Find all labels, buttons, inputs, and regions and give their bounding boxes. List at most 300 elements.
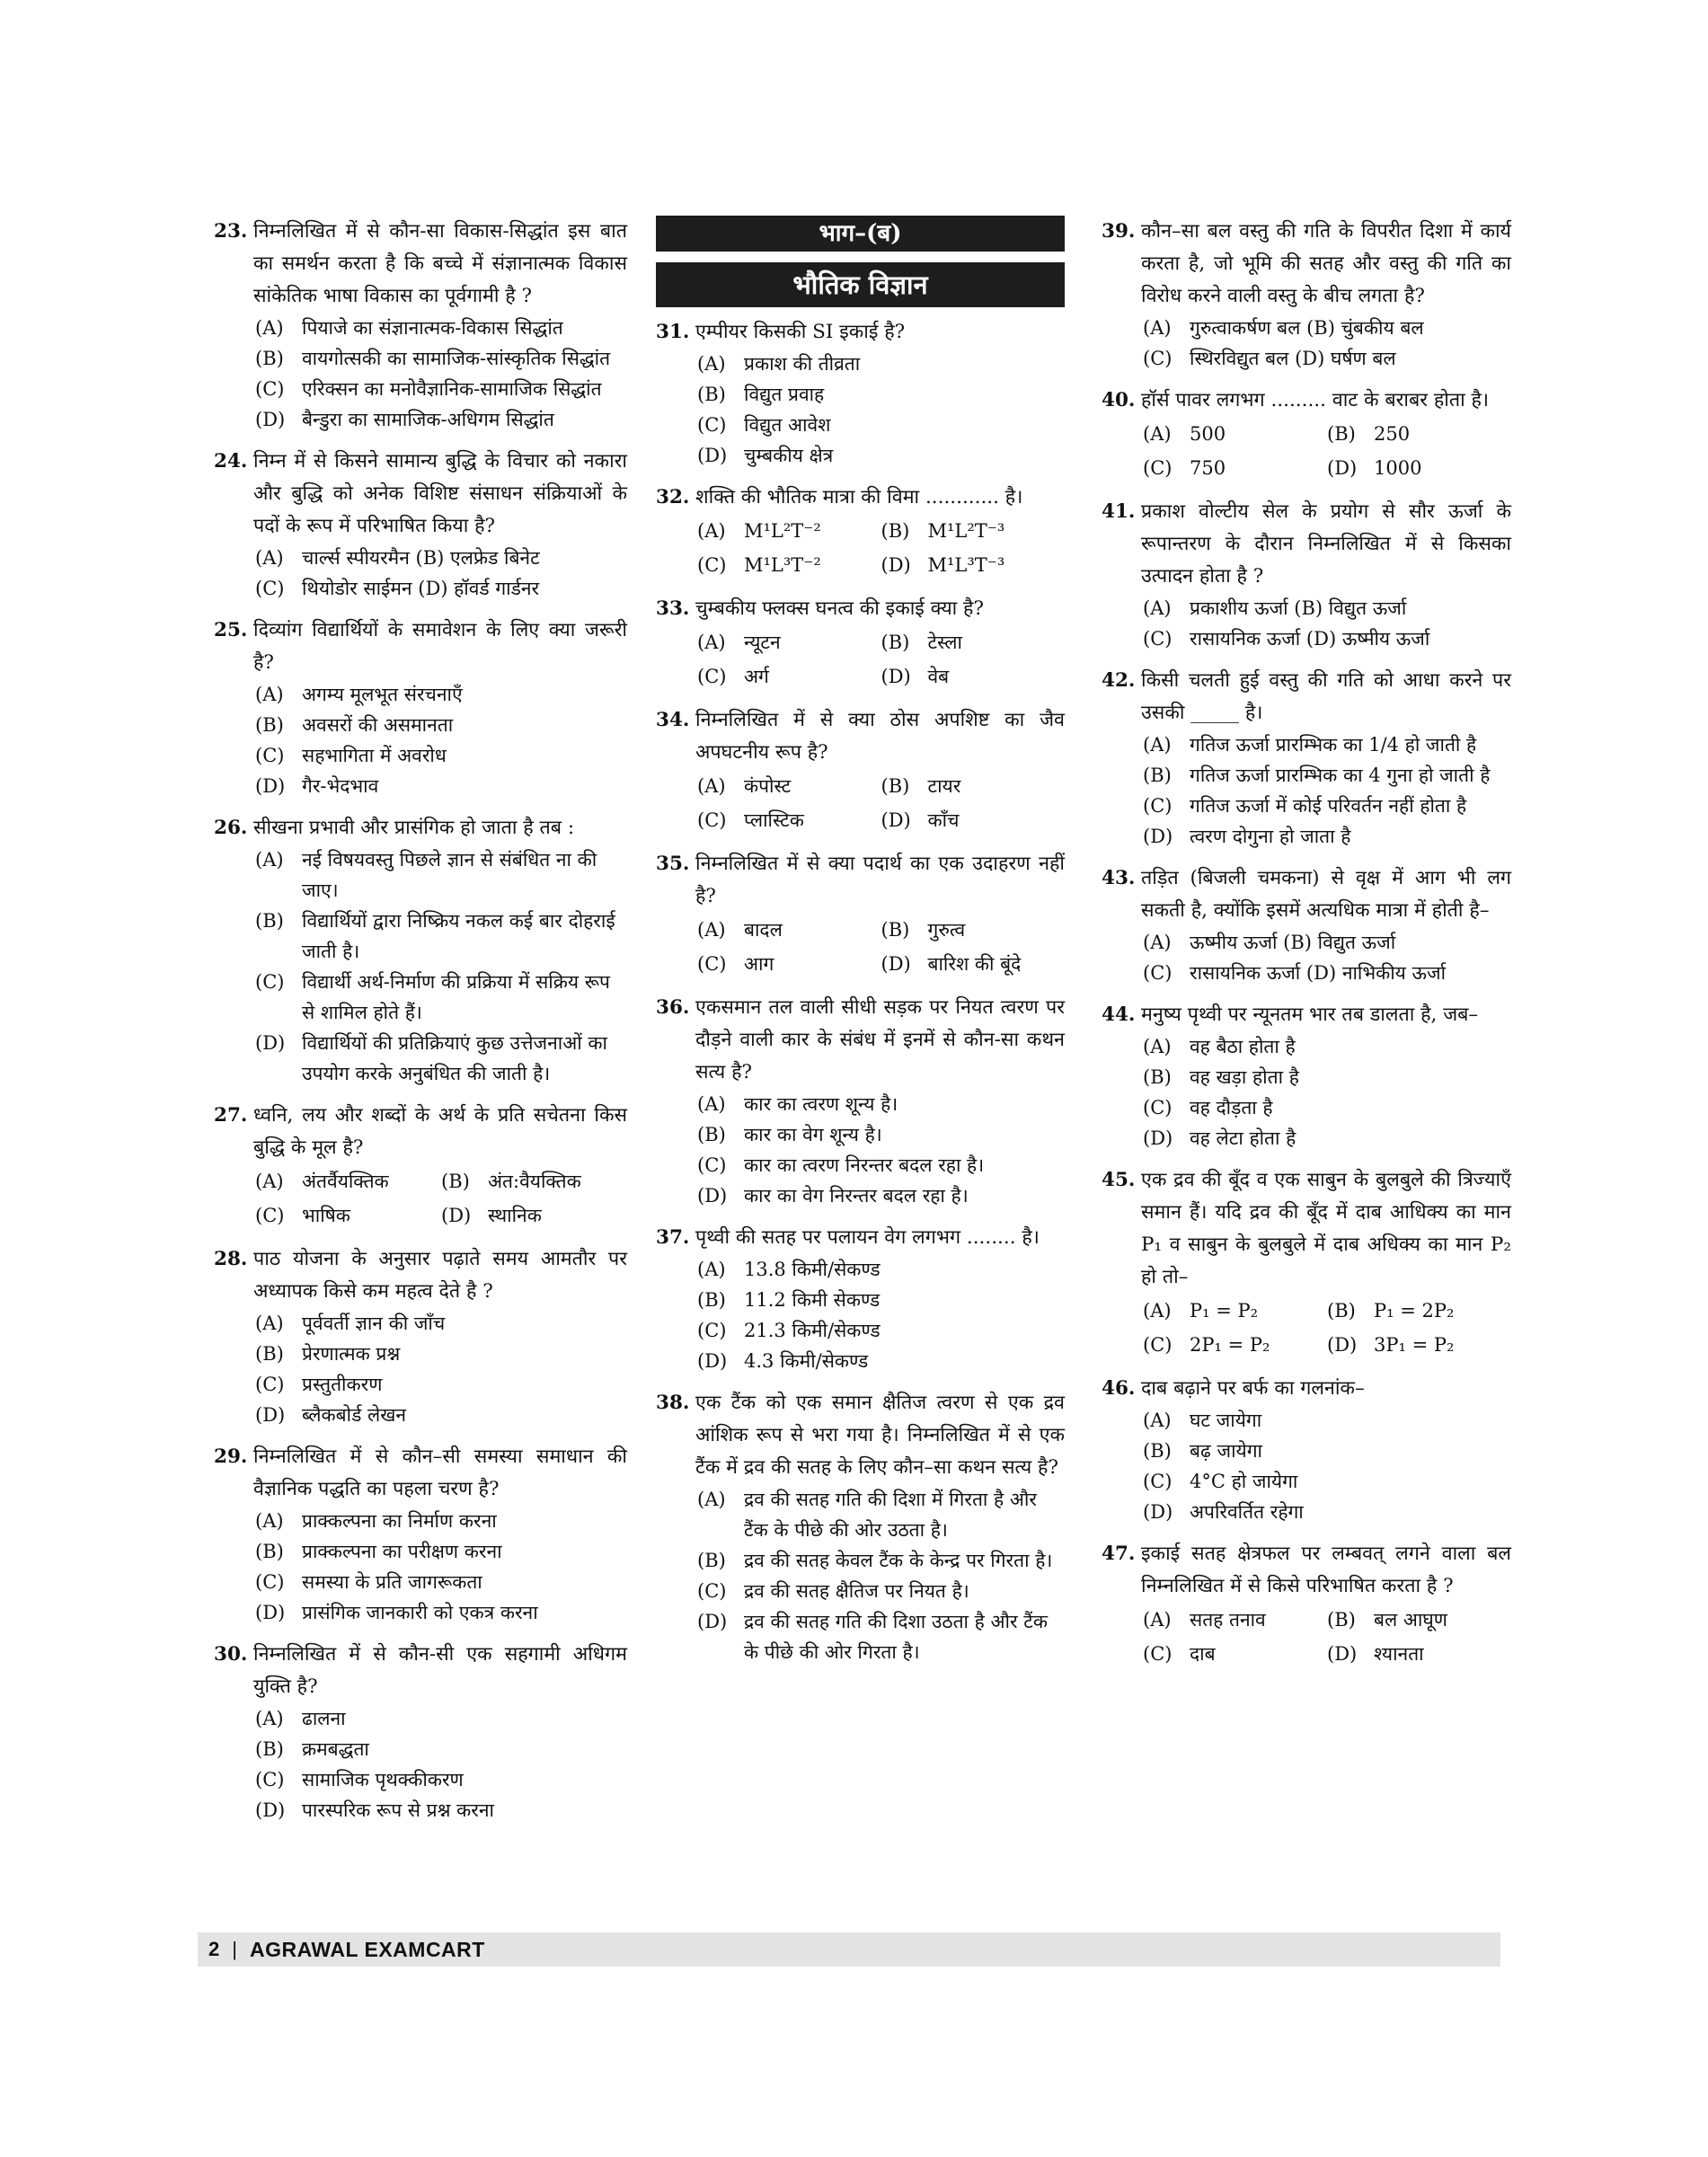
option-text: M¹L²T⁻³	[927, 520, 1005, 542]
option-text: स्थानिक	[488, 1205, 542, 1226]
question-text: दाब बढ़ाने पर बर्फ का गलनांक–	[1141, 1377, 1365, 1400]
question-stem	[1102, 862, 1511, 927]
question-item	[214, 812, 627, 1089]
answer-option	[1143, 821, 1511, 852]
column-2	[656, 216, 1065, 1678]
question-item	[214, 1100, 627, 1233]
answer-option	[255, 967, 627, 1028]
option-label: (B)	[1327, 1300, 1356, 1322]
option-label: (C)	[697, 666, 727, 687]
option-text: वेब	[927, 666, 950, 687]
question-item	[656, 704, 1065, 837]
question-item	[656, 1387, 1065, 1667]
option-text: चुम्बकीय क्षेत्र	[744, 445, 834, 466]
question-number: 24.	[214, 450, 248, 473]
answer-option	[255, 1734, 627, 1764]
question-text: निम्नलिखित में से कौन-सा विकास-सिद्धांत इस बात का समर्थन करता है कि बच्चे में संज्ञानात्मक विकास सांकेतिक भाषा विकास का पूर्वगामी है ?	[253, 220, 627, 307]
option-text: अंत:वैयक्तिक	[488, 1171, 581, 1192]
option-text: गैर-भेदभाव	[302, 775, 379, 797]
option-label: (B)	[881, 520, 910, 542]
option-label: (C)	[697, 414, 727, 436]
option-text: पारस्परिक रूप से प्रश्न करना	[302, 1799, 494, 1821]
option-label: (B)	[881, 775, 910, 797]
option-text: प्लास्टिक	[744, 809, 804, 831]
option-label: (D)	[255, 1032, 286, 1054]
option-label: (B)	[1327, 423, 1356, 445]
answer-option	[697, 803, 881, 837]
options-grid	[1143, 1603, 1511, 1671]
answer-option	[881, 659, 1066, 694]
option-text: टेस्ला	[927, 632, 962, 653]
option-text: प्राक्कल्पना का निर्माण करना	[302, 1510, 497, 1532]
option-label: (A)	[1143, 317, 1172, 339]
option-label: (D)	[697, 445, 728, 466]
option-label: (A)	[255, 1510, 284, 1532]
question-text: ध्वनि, लय और शब्दों के अर्थ के प्रति सचेतना किस बुद्धि के मूल है?	[253, 1104, 627, 1159]
question-number: 37.	[656, 1226, 690, 1249]
answer-option	[255, 844, 627, 906]
answer-option	[1143, 1123, 1511, 1154]
answer-option	[255, 1164, 441, 1198]
question-number: 41.	[1102, 500, 1136, 523]
question-item	[214, 216, 627, 435]
option-label: (B)	[697, 1289, 726, 1311]
option-label: (A)	[255, 1708, 284, 1729]
option-label: (B)	[1327, 1609, 1356, 1631]
option-label: (A)	[697, 1489, 726, 1510]
options-grid	[697, 769, 1065, 837]
option-label: (A)	[697, 632, 726, 653]
question-item	[214, 614, 627, 801]
question-number: 45.	[1102, 1169, 1136, 1191]
option-text: पियाजे का संज्ञानात्मक-विकास सिद्धांत	[302, 317, 563, 339]
question-number: 34.	[656, 709, 690, 731]
answer-option	[255, 1795, 627, 1825]
answer-option	[255, 1308, 627, 1339]
option-text: घट जायेगा	[1190, 1410, 1262, 1431]
answer-option	[441, 1198, 627, 1233]
option-text: श्यानता	[1374, 1643, 1424, 1665]
question-stem	[1102, 665, 1511, 729]
option-text: गतिज ऊर्जा प्रारम्भिक का 1/4 हो जाती है	[1190, 734, 1477, 756]
answer-option	[697, 659, 881, 694]
answer-option	[881, 769, 1066, 803]
option-text: चार्ल्स स्पीयरमैन (B) एलफ्रेड बिनेट	[302, 547, 540, 569]
question-item	[1102, 1164, 1511, 1362]
option-text: गुरुत्व	[927, 919, 966, 941]
answer-option	[1143, 417, 1327, 451]
option-text: स्थिरविद्युत बल (D) घर्षण बल	[1190, 348, 1396, 369]
question-stem	[656, 992, 1065, 1089]
option-text: वह दौड़ता है	[1190, 1097, 1273, 1118]
question-text: प्रकाश वोल्टीय सेल के प्रयोग से सौर ऊर्जा के रूपान्तरण के दौरान निम्नलिखित में से किसका उत्पादन होता है ?	[1141, 500, 1511, 588]
answer-option	[697, 769, 881, 803]
question-item	[656, 848, 1065, 981]
question-number: 30.	[214, 1643, 248, 1666]
answer-option	[1143, 1603, 1327, 1637]
answer-option	[697, 440, 1065, 471]
answer-option	[697, 1254, 1065, 1285]
answer-option	[255, 1703, 627, 1734]
option-text: बादल	[744, 919, 783, 941]
option-label: (A)	[1143, 932, 1172, 953]
question-text: निम्नलिखित में से क्या ठोस अपशिष्ट का जैव अपघटनीय रूप है?	[695, 709, 1065, 764]
question-number: 28.	[214, 1248, 248, 1270]
option-text: 21.3 किमी/सेकण्ड	[744, 1320, 881, 1341]
answer-option	[255, 343, 627, 374]
answer-option	[697, 1545, 1065, 1576]
option-text: नई विषयवस्तु पिछले ज्ञान से संबंधित ना की जाए।	[302, 849, 597, 901]
question-number: 44.	[1102, 1003, 1136, 1026]
answer-option	[1143, 1405, 1511, 1436]
question-text: एक टैंक को एक समान क्षैतिज त्वरण से एक द्रव आंशिक रूप से भरा गया है। निम्नलिखित में से एक टैंक में द्रव की सतह के लिए कौन–सा कथन सत्य है?	[695, 1392, 1065, 1479]
option-label: (A)	[697, 353, 726, 375]
option-label: (C)	[697, 554, 727, 576]
option-text: 500	[1190, 423, 1226, 445]
option-label: (A)	[1143, 734, 1172, 756]
option-label: (A)	[697, 775, 726, 797]
option-label: (D)	[1143, 826, 1173, 847]
option-label: (B)	[255, 1738, 284, 1760]
option-label: (C)	[1143, 348, 1173, 369]
option-label: (D)	[255, 1602, 286, 1623]
option-label: (A)	[1143, 1410, 1172, 1431]
option-text: 1000	[1374, 457, 1422, 479]
answer-option	[1143, 451, 1327, 485]
option-label: (C)	[255, 971, 285, 993]
question-text: निम्नलिखित में से कौन-सी एक सहगामी अधिगम युक्ति है?	[253, 1643, 627, 1698]
publisher-brand: AGRAWAL EXAMCART	[249, 1937, 485, 1961]
question-item	[656, 1222, 1065, 1376]
answer-option	[697, 947, 881, 981]
answer-option	[255, 1198, 441, 1233]
answer-option	[697, 1119, 1065, 1150]
option-text: प्रकाशीय ऊर्जा (B) विद्युत ऊर्जा	[1190, 597, 1407, 619]
answer-option	[697, 1089, 1065, 1119]
option-label: (C)	[1143, 628, 1173, 650]
option-text: सहभागिता में अवरोध	[302, 745, 447, 766]
question-number: 23.	[214, 220, 248, 243]
option-text: बारिश की बूंदे	[927, 953, 1022, 975]
option-text: 11.2 किमी सेकण्ड	[744, 1289, 881, 1311]
question-stem	[214, 1100, 627, 1164]
question-item	[214, 1243, 627, 1430]
question-number: 40.	[1102, 389, 1136, 411]
option-label: (D)	[1143, 1127, 1173, 1149]
question-text: तड़ित (बिजली चमकना) से वृक्ष में आग भी लग सकती है, क्योंकि इसमें अत्यधिक मात्रा में होती है–	[1141, 867, 1511, 922]
answer-option	[1143, 1062, 1511, 1092]
question-item	[656, 593, 1065, 694]
question-number: 38.	[656, 1392, 690, 1414]
option-text: द्रव की सतह गति की दिशा उठता है और टैंक के पीछे की ओर गिरता है।	[744, 1611, 1048, 1663]
question-stem	[214, 446, 627, 543]
question-stem	[1102, 1164, 1511, 1294]
answer-option	[1327, 1637, 1511, 1671]
option-label: (A)	[255, 547, 284, 569]
option-label: (D)	[255, 1799, 286, 1821]
option-text: विद्यार्थियों की प्रतिक्रियाएं कुछ उत्तेजनाओं का उपयोग करके अनुबंधित की जाती है।	[302, 1032, 607, 1084]
answer-option	[255, 313, 627, 343]
answer-option	[881, 913, 1066, 947]
option-label: (C)	[255, 1205, 285, 1226]
option-text: थियोडोर साईमन (D) हॉवर्ड गार्डनर	[302, 578, 540, 599]
option-text: द्रव की सतह केवल टैंक के केन्द्र पर गिरता है।	[744, 1550, 1053, 1571]
option-text: अंतर्वैयक्तिक	[302, 1171, 389, 1192]
option-text: पूर्ववर्ती ज्ञान की जाँच	[302, 1313, 446, 1334]
option-label: (A)	[697, 520, 726, 542]
question-number: 42.	[1102, 669, 1136, 692]
answer-option	[697, 1346, 1065, 1376]
question-item	[1102, 999, 1511, 1154]
option-label: (A)	[255, 684, 284, 705]
answer-option	[1327, 1328, 1511, 1362]
answer-option	[697, 514, 881, 548]
option-label: (D)	[1327, 457, 1358, 479]
option-label: (C)	[1143, 795, 1173, 817]
option-text: अर्ग	[744, 666, 769, 687]
option-text: गुरुत्वाकर्षण बल (B) चुंबकीय बल	[1190, 317, 1424, 339]
answer-option	[1143, 729, 1511, 760]
answer-option	[1143, 1092, 1511, 1123]
option-label: (C)	[1143, 962, 1173, 984]
page-footer	[198, 1932, 1500, 1967]
answer-option	[255, 1536, 627, 1567]
option-label: (B)	[441, 1171, 470, 1192]
option-text: अपरिवर्तित रहेगा	[1190, 1501, 1304, 1523]
option-text: विद्युत प्रवाह	[744, 384, 825, 405]
answer-option	[881, 947, 1066, 981]
answer-option	[255, 1369, 627, 1400]
option-label: (C)	[255, 745, 285, 766]
answer-option	[1143, 1328, 1327, 1362]
option-label: (B)	[697, 384, 726, 405]
question-stem	[1102, 385, 1511, 417]
option-text: 13.8 किमी/सेकण्ड	[744, 1259, 881, 1280]
option-label: (B)	[255, 910, 284, 932]
option-label: (B)	[255, 1343, 284, 1365]
answer-option	[1143, 1031, 1511, 1062]
option-text: ब्लैकबोर्ड लेखन	[302, 1404, 407, 1426]
question-stem	[214, 614, 627, 679]
question-item	[1102, 862, 1511, 988]
option-label: (D)	[697, 1350, 728, 1372]
question-text: दिव्यांग विद्यार्थियों के समावेशन के लिए क्या जरूरी है?	[253, 619, 627, 674]
answer-option	[255, 1567, 627, 1597]
question-number: 32.	[656, 486, 690, 508]
option-label: (C)	[697, 953, 727, 975]
options-grid	[255, 1164, 627, 1233]
question-number: 31.	[656, 321, 690, 343]
answer-option	[697, 1606, 1065, 1667]
option-text: प्रस्तुतीकरण	[302, 1374, 383, 1395]
option-text: बैन्डुरा का सामाजिक-अधिगम सिद्धांत	[302, 409, 554, 430]
option-label: (C)	[1143, 457, 1173, 479]
question-item	[1102, 665, 1511, 852]
question-item	[656, 482, 1065, 582]
question-text: मनुष्य पृथ्वी पर न्यूनतम भार तब डालता है, जब–	[1141, 1003, 1479, 1026]
option-text: P₁ = 2P₂	[1374, 1300, 1455, 1322]
option-label: (A)	[697, 919, 726, 941]
answer-option	[255, 710, 627, 740]
answer-option	[881, 548, 1066, 582]
option-label: (B)	[1143, 765, 1172, 786]
answer-option	[1143, 343, 1511, 374]
answer-option	[697, 548, 881, 582]
answer-option	[255, 740, 627, 771]
option-text: 3P₁ = P₂	[1374, 1334, 1455, 1356]
option-label: (B)	[255, 348, 284, 369]
answer-option	[697, 625, 881, 659]
option-label: (D)	[1143, 1501, 1173, 1523]
question-text: किसी चलती हुई वस्तु की गति को आधा करने पर उसकी _____ है।	[1141, 669, 1511, 724]
column-1	[214, 216, 627, 1836]
question-stem	[1102, 1538, 1511, 1603]
option-text: 250	[1374, 423, 1411, 445]
option-text: विद्युत आवेश	[744, 414, 831, 436]
option-text: P₁ = P₂	[1190, 1300, 1259, 1322]
option-text: प्रासंगिक जानकारी को एकत्र करना	[302, 1602, 538, 1623]
answer-option	[697, 349, 1065, 379]
option-text: क्रमबद्धता	[302, 1738, 369, 1760]
option-label: (D)	[881, 554, 911, 576]
option-text: प्रेरणात्मक प्रश्न	[302, 1343, 401, 1365]
options-grid	[697, 514, 1065, 582]
answer-option	[255, 1339, 627, 1369]
options-grid	[1143, 417, 1511, 485]
option-label: (A)	[1143, 1300, 1172, 1322]
answer-option	[255, 906, 627, 967]
question-stem	[656, 848, 1065, 913]
question-number: 27.	[214, 1104, 248, 1127]
answer-option	[255, 573, 627, 604]
option-text: न्यूटन	[744, 632, 781, 653]
option-label: (C)	[697, 1154, 727, 1176]
option-text: कार का त्वरण शून्य है।	[744, 1093, 898, 1115]
option-text: कार का वेग निरन्तर बदल रहा है।	[744, 1185, 969, 1207]
question-stem	[656, 704, 1065, 769]
question-stem	[1102, 999, 1511, 1031]
option-text: दाब	[1190, 1643, 1216, 1665]
option-label: (B)	[881, 632, 910, 653]
option-label: (D)	[1327, 1643, 1358, 1665]
option-text: सामाजिक पृथक्कीकरण	[302, 1769, 464, 1790]
question-number: 25.	[214, 619, 248, 641]
options-grid	[697, 913, 1065, 981]
option-text: अगम्य मूलभूत संरचनाएँ	[302, 684, 463, 705]
answer-option	[881, 625, 1066, 659]
option-text: एरिक्सन का मनोवैज्ञानिक-सामाजिक सिद्धांत	[302, 378, 602, 400]
option-text: काँच	[927, 809, 960, 831]
answer-option	[697, 913, 881, 947]
option-text: 750	[1190, 457, 1226, 479]
answer-option	[1143, 593, 1511, 623]
option-label: (A)	[255, 849, 284, 871]
option-label: (D)	[697, 1611, 728, 1632]
option-label: (A)	[697, 1093, 726, 1115]
question-stem	[214, 216, 627, 313]
option-label: (A)	[255, 317, 284, 339]
options-grid	[1143, 1294, 1511, 1362]
answer-option	[697, 410, 1065, 440]
answer-option	[1143, 791, 1511, 821]
question-item	[1102, 496, 1511, 654]
option-label: (A)	[1143, 1036, 1172, 1057]
question-text: हॉर्स पावर लगभग ......... वाट के बराबर होता है।	[1141, 389, 1490, 411]
question-stem	[1102, 1373, 1511, 1405]
option-text: भाषिक	[302, 1205, 350, 1226]
option-text: 4°C हो जायेगा	[1190, 1471, 1298, 1492]
option-label: (D)	[697, 1185, 728, 1207]
option-text: ऊष्मीय ऊर्जा (B) विद्युत ऊर्जा	[1190, 932, 1396, 953]
question-text: पाठ योजना के अनुसार पढ़ाते समय आमतौर पर अध्यापक किसे कम महत्व देते है ?	[253, 1248, 627, 1303]
question-item	[656, 316, 1065, 471]
option-label: (A)	[1143, 423, 1172, 445]
answer-option	[1143, 1436, 1511, 1466]
answer-option	[697, 1150, 1065, 1180]
question-item	[1102, 385, 1511, 485]
question-item	[214, 446, 627, 604]
answer-option	[255, 1764, 627, 1795]
question-stem	[656, 1387, 1065, 1484]
option-text: वह लेटा होता है	[1190, 1127, 1296, 1149]
answer-option	[255, 1597, 627, 1628]
question-item	[214, 1441, 627, 1628]
answer-option	[255, 404, 627, 435]
question-item	[656, 992, 1065, 1211]
option-label: (C)	[1143, 1334, 1173, 1356]
question-stem	[214, 1639, 627, 1703]
question-number: 35.	[656, 853, 690, 875]
option-text: सतह तनाव	[1190, 1609, 1266, 1631]
answer-option	[697, 1315, 1065, 1346]
question-stem	[214, 812, 627, 844]
option-label: (B)	[697, 1550, 726, 1571]
question-text: कौन–सा बल वस्तु की गति के विपरीत दिशा में कार्य करता है, जो भूमि की सतह और वस्तु की गति का विरोध करने वाली वस्तु के बीच लगता है?	[1141, 220, 1511, 307]
option-text: M¹L³T⁻³	[927, 554, 1005, 576]
option-text: द्रव की सतह गति की दिशा में गिरता है और टैंक के पीछे की ओर उठता है।	[744, 1489, 1037, 1541]
option-label: (D)	[881, 666, 911, 687]
answer-option	[697, 379, 1065, 410]
option-text: टायर	[927, 775, 961, 797]
option-label: (C)	[697, 809, 727, 831]
option-text: वायगोत्सकी का सामाजिक-सांस्कृतिक सिद्धांत	[302, 348, 611, 369]
answer-option	[255, 1028, 627, 1089]
question-stem	[1102, 216, 1511, 313]
option-label: (C)	[255, 1769, 285, 1790]
question-text: इकाई सतह क्षेत्रफल पर लम्बवत् लगने वाला बल निम्नलिखित में से किसे परिभाषित करता है ?	[1141, 1543, 1511, 1597]
option-label: (A)	[1143, 597, 1172, 619]
question-stem	[214, 1243, 627, 1308]
option-text: त्वरण दोगुना हो जाता है	[1190, 826, 1351, 847]
question-text: एकसमान तल वाली सीधी सड़क पर नियत त्वरण पर दौड़ने वाली कार के संबंध में इनमें से कौन-सा कथन सत्य है?	[695, 996, 1065, 1083]
question-number: 46.	[1102, 1377, 1136, 1400]
answer-option	[1327, 451, 1511, 485]
footer-separator: |	[232, 1938, 237, 1960]
option-label: (C)	[255, 1571, 285, 1593]
option-label: (C)	[255, 378, 285, 400]
answer-option	[255, 543, 627, 573]
answer-option	[1143, 623, 1511, 654]
answer-option	[697, 1180, 1065, 1211]
option-label: (C)	[255, 578, 285, 599]
section-banner: भौतिक विज्ञान	[656, 262, 1065, 307]
answer-option	[1327, 1603, 1511, 1637]
option-text: प्रकाश की तीव्रता	[744, 353, 861, 375]
question-item	[1102, 1373, 1511, 1527]
answer-option	[697, 1484, 1065, 1545]
answer-option	[441, 1164, 627, 1198]
question-number: 43.	[1102, 867, 1136, 889]
